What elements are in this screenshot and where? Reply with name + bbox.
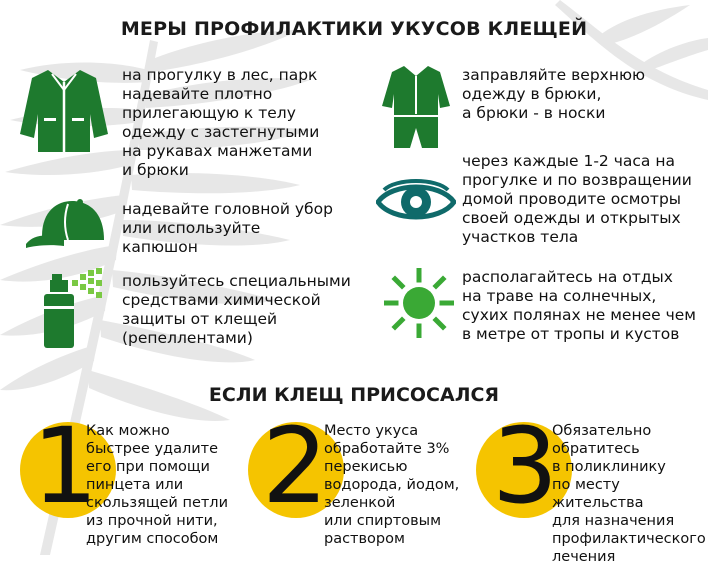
tucked-outfit-icon — [380, 64, 452, 150]
cap-icon — [24, 196, 108, 252]
sun-icon — [384, 268, 454, 338]
step-1-text: Как можно быстрее удалите его при помощи пинцета или скользящей петли из прочной нити, другим способом — [86, 423, 228, 547]
tip-headwear: надевайте головной убор или используйте капюшон — [122, 200, 333, 256]
tip-clothing: на прогулку в лес, парк надевайте плотно прилегающую к телу одежду с застегнутыми на рукавах манжетами и брюки — [122, 66, 320, 179]
tip-inspection: через каждые 1-2 часа на прогулке и по возвращении домой проводите осмотры своей одежды и открытых участков тела — [462, 152, 692, 246]
repellent-spray-icon — [38, 266, 108, 350]
tip-rest-place: располагайтесь на отдых на траве на солнечных, сухих полянах не менее чем в метре от тропы и кустов — [462, 268, 696, 343]
section-title-tick-attached: ЕСЛИ КЛЕЩ ПРИСОСАЛСЯ — [208, 384, 500, 406]
step-1-number: 1 — [32, 405, 99, 527]
tip-tuck-clothes: заправляйте верхнюю одежду в брюки, а брюки - в носки — [462, 66, 646, 122]
page-title: МЕРЫ ПРОФИЛАКТИКИ УКУСОВ КЛЕЩЕЙ — [120, 18, 588, 40]
step-2-number: 2 — [262, 405, 329, 527]
eye-icon — [376, 176, 456, 228]
tip-repellents: пользуйтесь специальными средствами химической защиты от клещей (репеллентами) — [122, 272, 351, 347]
step-3-text: Обязательно обратитесь в поликлинику по месту жительства для назначения профилактического лечения — [552, 423, 706, 565]
jacket-icon — [18, 64, 110, 156]
step-3-number: 3 — [492, 405, 559, 527]
step-2-text: Место укуса обработайте 3% перекисью водорода, йодом, зеленкой или спиртовым раствором — [324, 423, 460, 547]
